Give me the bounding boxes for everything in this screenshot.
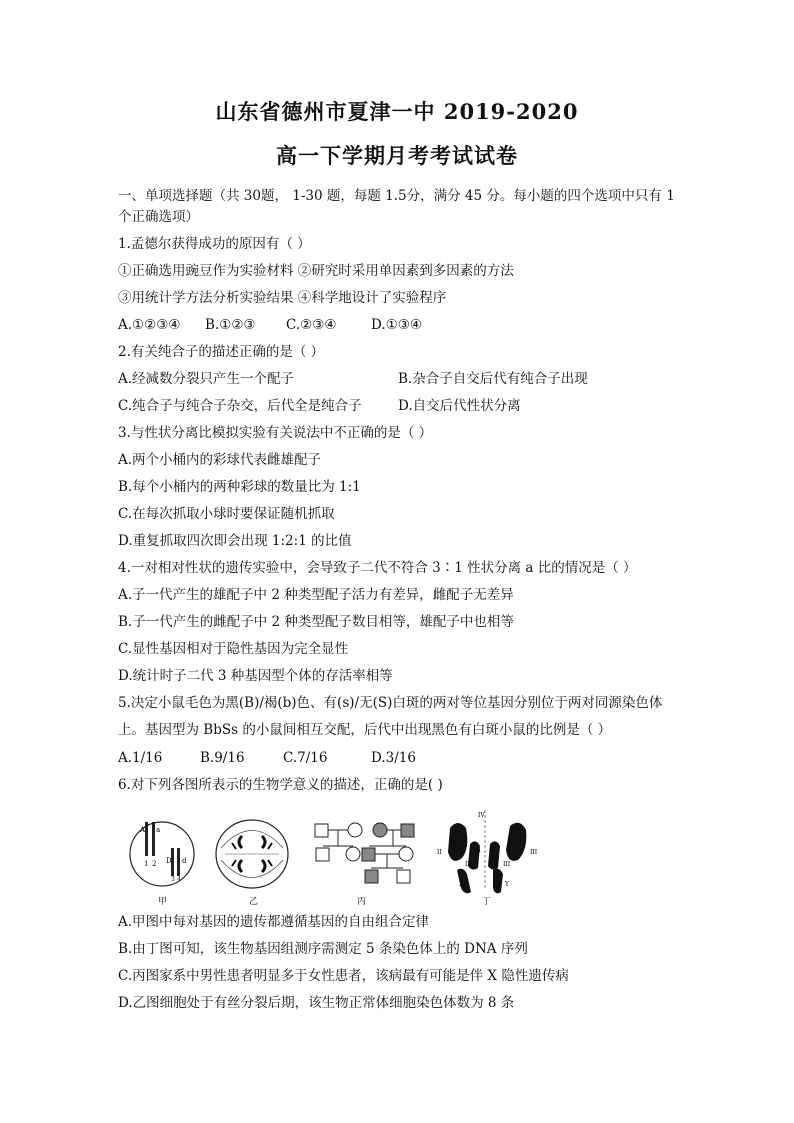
q1-option-b: B.①②③ [205, 317, 256, 333]
exam-title-line2: 高一下学期月考考试试卷 [276, 143, 518, 168]
gene-a-lower: a [156, 826, 161, 834]
q2-stem: 2.有关纯合子的描述正确的是（ ） [118, 344, 325, 360]
figure-label-bing: 丙 [357, 897, 367, 907]
figure-yi-cell [216, 820, 288, 888]
q3-option-c: C.在每次抓取小球时要保证随机抓取 [118, 506, 335, 522]
figure-jia-cell [130, 822, 194, 886]
q6-option-a: A.甲图中每对基因的遗传都遵循基因的自由组合定律 [118, 914, 430, 930]
q5-stem-line1: 5.决定小鼠毛色为黑(B)/褐(b)色、有(s)/无(S)白斑的两对等位基因分别位于两对同源染色体 [118, 695, 663, 711]
q3-option-a: A.两个小桶内的彩球代表雌雄配子 [118, 452, 322, 468]
q6-option-b: B.由丁图可知，该生物基因组测序需测定 5 条染色体上的 DNA 序列 [118, 941, 528, 957]
chromosome-4-label: 4 [177, 876, 181, 883]
gene-a-upper: A [140, 826, 146, 834]
q5-option-a: A.1/16 [118, 750, 163, 766]
chromosome-3-label: 3 [171, 876, 175, 883]
q6-stem: 6.对下列各图所表示的生物学意义的描述，正确的是( ) [118, 777, 443, 793]
q6-figures [125, 808, 565, 908]
q4-option-b: B.子一代产生的雌配子中 2 种类型配子数目相等，雄配子中也相等 [118, 614, 514, 630]
q1-statement-1: ①正确选用豌豆作为实验材料 ②研究时采用单因素到多因素的方法 [118, 263, 514, 279]
figure-ding-chromosomes [437, 810, 538, 893]
q2-option-d: D.自交后代性状分离 [398, 398, 521, 414]
q5-option-d: D.3/16 [371, 750, 416, 766]
chromosome-iv-label: IV [478, 812, 485, 819]
q5-option-c: C.7/16 [283, 750, 328, 766]
chromosome-1-label: 1 [144, 860, 149, 868]
q1-option-a: A.①②③④ [118, 317, 181, 333]
q5-stem-line2: 上。基因型为 BbSs 的小鼠间相互交配，后代中出现黑色有白斑小鼠的比例是（ ） [118, 722, 612, 738]
gene-big-a-label: A [489, 847, 494, 854]
gene-d-lower: d [182, 857, 187, 865]
gene-d-upper: D [166, 857, 172, 865]
q6-option-c: C.丙图家系中男性患者明显多于女性患者，该病最有可能是伴 X 隐性遗传病 [118, 968, 569, 984]
figure-bing-pedigree [315, 823, 414, 883]
q2-option-a: A.经减数分裂只产生一个配子 [118, 371, 295, 387]
q4-option-a: A.子一代产生的雄配子中 2 种类型配子活力有差异，雌配子无差异 [118, 587, 514, 603]
q3-option-b: B.每个小桶内的两种彩球的数量比为 1:1 [118, 479, 361, 495]
q1-stem: 1.孟德尔获得成功的原因有（ ） [118, 236, 311, 252]
q5-option-b: B.9/16 [200, 750, 245, 766]
q4-stem: 4.一对相对性状的遗传实验中，会导致子二代不符合 3∶1 性状分离 a 比的情况是（ ） [118, 560, 637, 576]
q1-option-c: C.②③④ [286, 317, 337, 333]
q2-option-c: C.纯合子与纯合子杂交，后代全是纯合子 [118, 398, 362, 414]
exam-title-line1: 山东省德州市夏津一中 2019-2020 [215, 99, 579, 124]
chromosome-ii-left-label: II [437, 849, 442, 856]
chromosome-iii-right-label: III [530, 849, 538, 856]
figure-label-yi: 乙 [249, 897, 259, 907]
chromosome-iii-left-label: III [503, 861, 511, 868]
q2-option-b: B.杂合子自交后代有纯合子出现 [398, 371, 588, 387]
q3-option-d: D.重复抓取四次即会出现 1:2:1 的比值 [118, 533, 352, 549]
q1-option-d: D.①③④ [371, 317, 422, 333]
chromosome-ii-right-label: II [465, 861, 470, 868]
figure-label-jia: 甲 [158, 897, 168, 907]
figure-label-ding: 丁 [482, 897, 492, 907]
q4-option-c: C.显性基因相对于隐性基因为完全显性 [118, 641, 349, 657]
q4-option-d: D.统计时子二代 3 种基因型个体的存活率相等 [118, 668, 393, 684]
section-intro-line2: 个正确选项） [118, 209, 199, 225]
chromosome-2-label: 2 [152, 860, 157, 868]
chromosome-x-label: X [459, 881, 464, 888]
q1-statement-2: ③用统计学方法分析实验结果 ④科学地设计了实验程序 [118, 290, 447, 306]
q3-stem: 3.与性状分离比模拟实验有关说法中不正确的是（ ） [118, 425, 433, 441]
section-intro-line1: 一、单项选择题（共 30题， 1-30 题，每题 1.5分，满分 45 分。每小题的四个选项中只有 1 [118, 188, 675, 204]
q6-option-d: D.乙图细胞处于有丝分裂后期，该生物正常体细胞染色体数为 8 条 [118, 995, 515, 1011]
gene-a-label: a [477, 847, 481, 854]
chromosome-y-label: Y [505, 881, 509, 888]
